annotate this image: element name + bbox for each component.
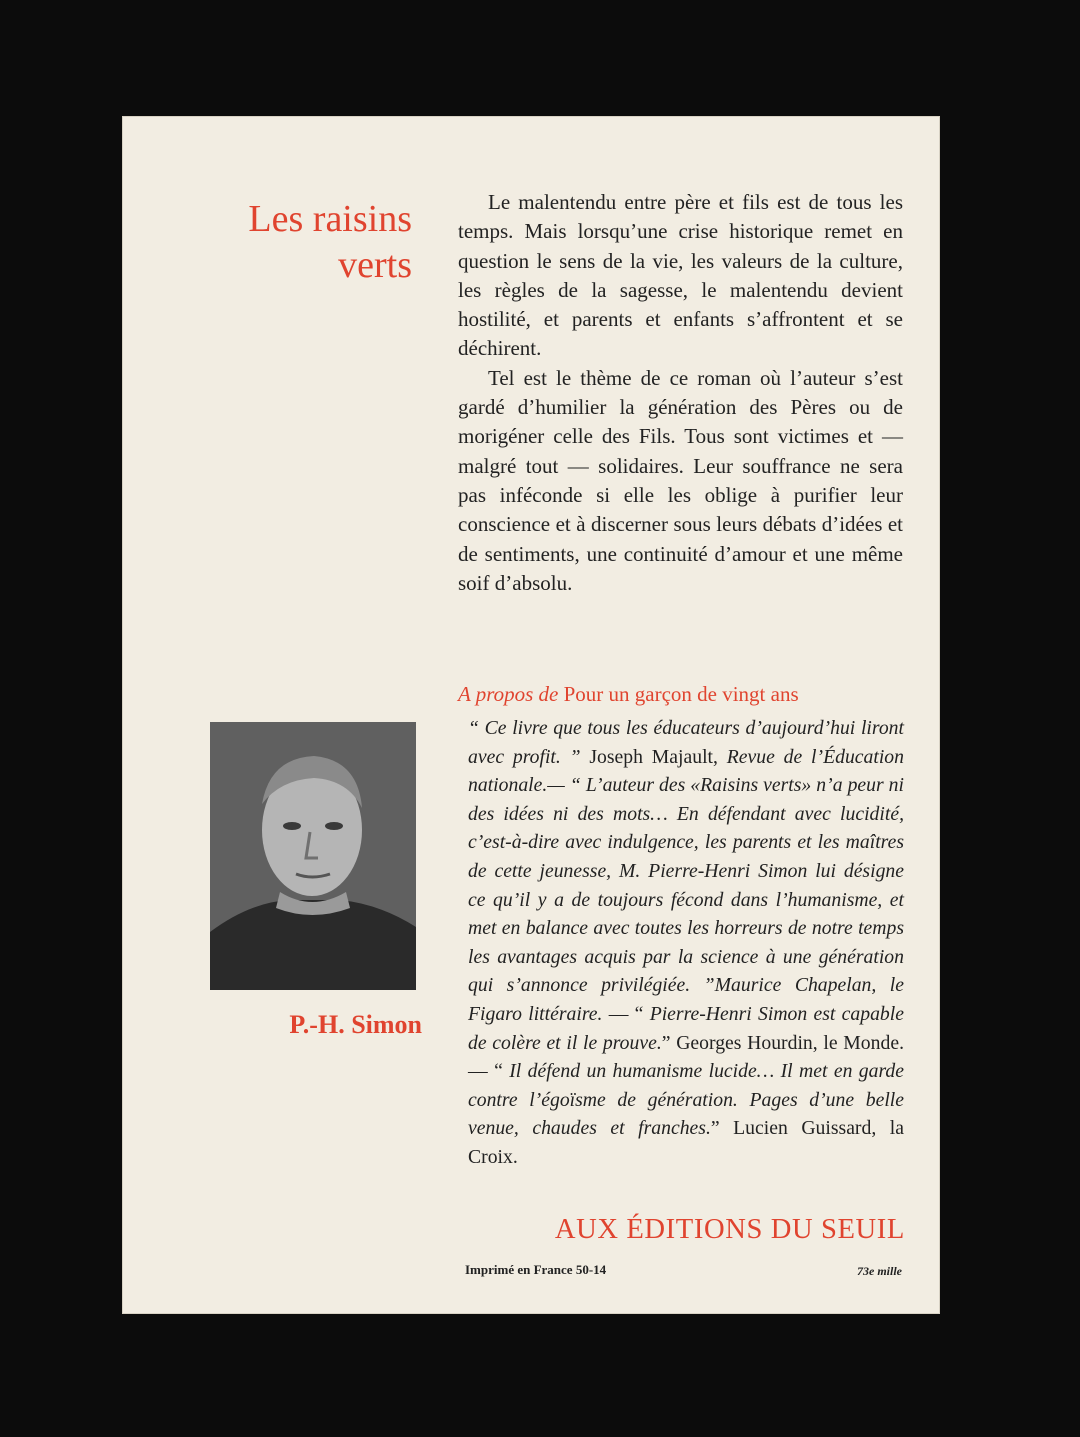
book-title: Les raisins verts (248, 198, 412, 286)
review-segment: — “ (602, 1002, 650, 1025)
review-segment: Maurice Chapelan, le Figaro littéraire. (468, 974, 905, 1025)
author-photo (210, 722, 416, 990)
publisher-name: AUX ÉDITIONS DU SEUIL (554, 1214, 905, 1245)
printing-info: Imprimé en France 50-14 (465, 1262, 607, 1277)
review-segment: “ Ce livre que tous les éducateurs d’aujourd’hui liront avec profit. ” (468, 717, 904, 768)
review-segment: Pierre-Henri Simon est capable de colère et il le prouve. (468, 1002, 904, 1054)
blurb-text (458, 188, 903, 598)
review-segment: Revue de l’Éducation nationale. (468, 745, 904, 797)
review-segment: Il défend un humanisme lucide… Il met en garde contre l’égoïsme de génération. Pages d’une belle venue, chaudes et franches. (468, 1060, 904, 1140)
author-name: P.-H. Simon (289, 1010, 422, 1039)
review-quotes (468, 714, 904, 1172)
apropos-heading (458, 682, 908, 707)
apropos-book-title: Pour un garçon de vingt ans (563, 682, 799, 706)
book-back-cover (122, 116, 940, 1314)
blurb-paragraph-2: Tel est le thème de ce roman où l’auteur s’est gardé d’humilier la génération des Pères ou de morigéner celle des Fils. Tous sont victimes et — malgré tout — solidaires. Leur souffrance ne sera pas inféconde si elle les oblige à purifier leur conscience et à discerner sous leurs débats d’idées et de sentiments, une continuité d’amour et une même soif d’absolu. (458, 365, 903, 595)
edition-count: 73e mille (857, 1264, 902, 1278)
review-segment: — “ L’auteur des «Raisins verts» n’a peur ni des idées ni des mots… En défendant avec lucidité, c’est-à-dire avec indulgence, les parents et les maîtres de cette jeunesse, M. Pierre-Henri Simon lui désigne ce qu’il y a de toujours fécond dans l’humanisme, et met en balance avec toutes les horreurs de notre temps les avantages acquis par la science à une génération qui s’annonce privilégiée. ” (468, 774, 904, 997)
review-segment: Joseph Majault, (580, 745, 727, 768)
review-segment: ” Lucien Guissard, la Croix. (468, 1117, 904, 1168)
blurb-paragraph-1: Le malentendu entre père et fils est de tous les temps. Mais lorsqu’une crise historique remet en question le sens de la vie, les valeurs de la culture, les règles de la sagesse, le malentendu devient hostilité, et parents et enfants s’affrontent et se déchirent. (458, 190, 903, 361)
review-segment: ” Georges Hourdin, le Monde. — “ (468, 1031, 904, 1083)
apropos-prefix: A propos de (458, 682, 559, 706)
